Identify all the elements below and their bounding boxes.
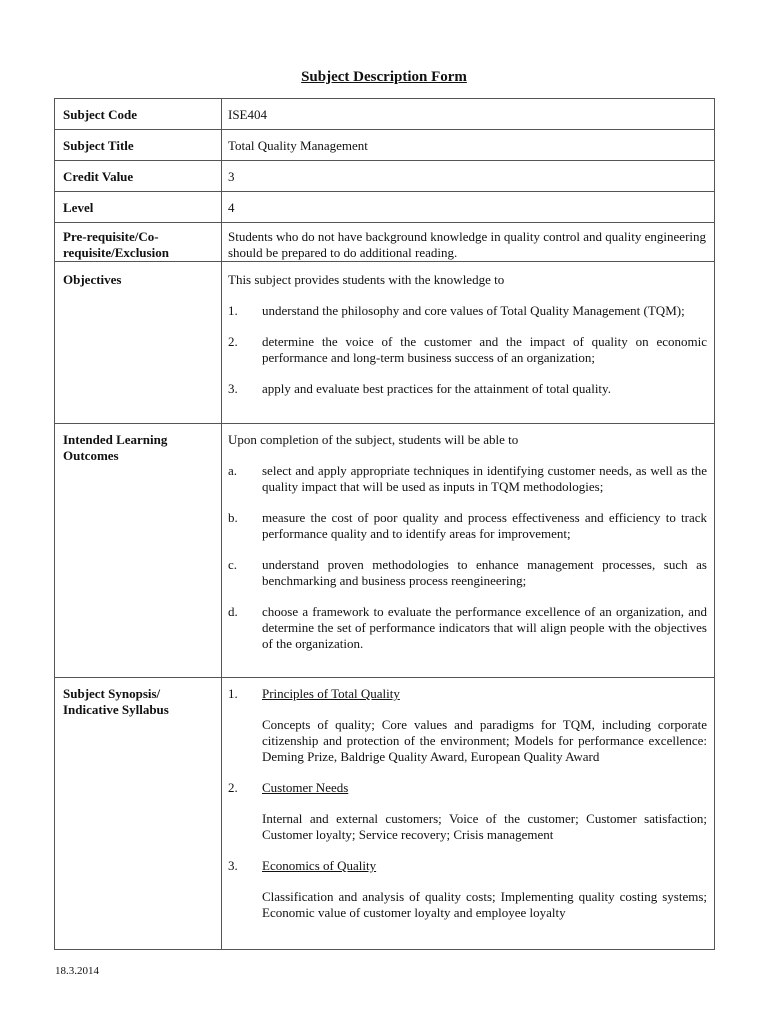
row-synopsis <box>55 678 715 950</box>
page-title: Subject Description Form <box>301 69 467 85</box>
row-prerequisite <box>55 223 715 262</box>
objective-item <box>228 303 707 319</box>
item-text: select and apply appropriate techniques in identifying customer needs, as well as the quality impact that will be used as inputs in TQM methodologies; <box>262 463 707 494</box>
item-text: understand the philosophy and core values of Total Quality Management (TQM); <box>262 303 685 318</box>
syllabus-item <box>228 780 707 843</box>
item-number: c. <box>228 557 238 572</box>
syllabus-description: Concepts of quality; Core values and paradigms for TQM, including corporate citizenship and protection of the environment; Models for performance excellence: Deming Prize, Baldrige Quality Award, European Quality Award <box>262 717 707 764</box>
outcomes-cell <box>222 424 715 678</box>
item-text: understand proven methodologies to enhance management processes, such as benchmarking and business process reengineering; <box>262 557 707 588</box>
row-value: Total Quality Management <box>222 130 715 161</box>
row-subject-code <box>55 99 715 130</box>
row-level <box>55 192 715 223</box>
syllabus-item <box>228 858 707 921</box>
row-label: Subject Synopsis/ Indicative Syllabus <box>55 678 222 950</box>
outcome-item <box>228 463 707 495</box>
row-label: Intended Learning Outcomes <box>55 424 222 678</box>
row-label: Credit Value <box>55 161 222 192</box>
outcomes-intro: Upon completion of the subject, students will be able to <box>228 432 519 447</box>
row-value: 4 <box>222 192 715 223</box>
syllabus-topic: Customer Needs <box>262 780 349 795</box>
synopsis-cell <box>222 678 715 950</box>
row-label: Objectives <box>55 262 222 424</box>
item-number: 3. <box>228 858 238 873</box>
footer-date: 18.3.2014 <box>55 965 99 977</box>
row-label: Subject Code <box>55 99 222 130</box>
syllabus-topic: Economics of Quality <box>262 858 377 873</box>
row-credit-value <box>55 161 715 192</box>
row-label: Pre-requisite/Co-requisite/Exclusion <box>55 223 222 262</box>
syllabus-description: Internal and external customers; Voice of the customer; Customer satisfaction; Customer loyalty; Service recovery; Crisis management <box>262 811 707 842</box>
item-number: b. <box>228 510 238 525</box>
row-label: Level <box>55 192 222 223</box>
item-number: 2. <box>228 780 238 795</box>
item-text: measure the cost of poor quality and process effectiveness and efficiency to track performance quality and to identify areas for improvement; <box>262 510 707 541</box>
item-number: 3. <box>228 381 238 396</box>
outcome-item <box>228 557 707 589</box>
objectives-cell <box>222 262 715 424</box>
syllabus-item <box>228 686 707 765</box>
row-objectives <box>55 262 715 424</box>
item-number: a. <box>228 463 238 478</box>
objective-item <box>228 334 707 366</box>
row-value: Students who do not have background knowledge in quality control and quality engineering should be prepared to do additional reading. <box>222 223 715 262</box>
syllabus-topic: Principles of Total Quality <box>262 686 400 701</box>
item-number: 2. <box>228 334 238 349</box>
row-value: 3 <box>222 161 715 192</box>
outcome-item <box>228 604 707 652</box>
row-learning-outcomes <box>55 424 715 678</box>
item-text: apply and evaluate best practices for the attainment of total quality. <box>262 381 611 396</box>
item-text: determine the voice of the customer and the impact of quality on economic performance and long-term business success of an organization; <box>262 334 707 365</box>
item-number: d. <box>228 604 238 619</box>
objective-item <box>228 381 707 397</box>
item-number: 1. <box>228 686 238 701</box>
item-number: 1. <box>228 303 238 318</box>
outcome-item <box>228 510 707 542</box>
item-text: choose a framework to evaluate the performance excellence of an organization, and determine the set of performance indicators that will align people with the objectives of the organization. <box>262 604 707 651</box>
subject-description-table <box>54 98 715 950</box>
row-value: ISE404 <box>222 99 715 130</box>
syllabus-description: Classification and analysis of quality costs; Implementing quality costing systems; Economic value of customer loyalty and employee loyalty <box>262 889 707 920</box>
row-label: Subject Title <box>55 130 222 161</box>
objectives-intro: This subject provides students with the knowledge to <box>228 272 505 287</box>
row-subject-title <box>55 130 715 161</box>
